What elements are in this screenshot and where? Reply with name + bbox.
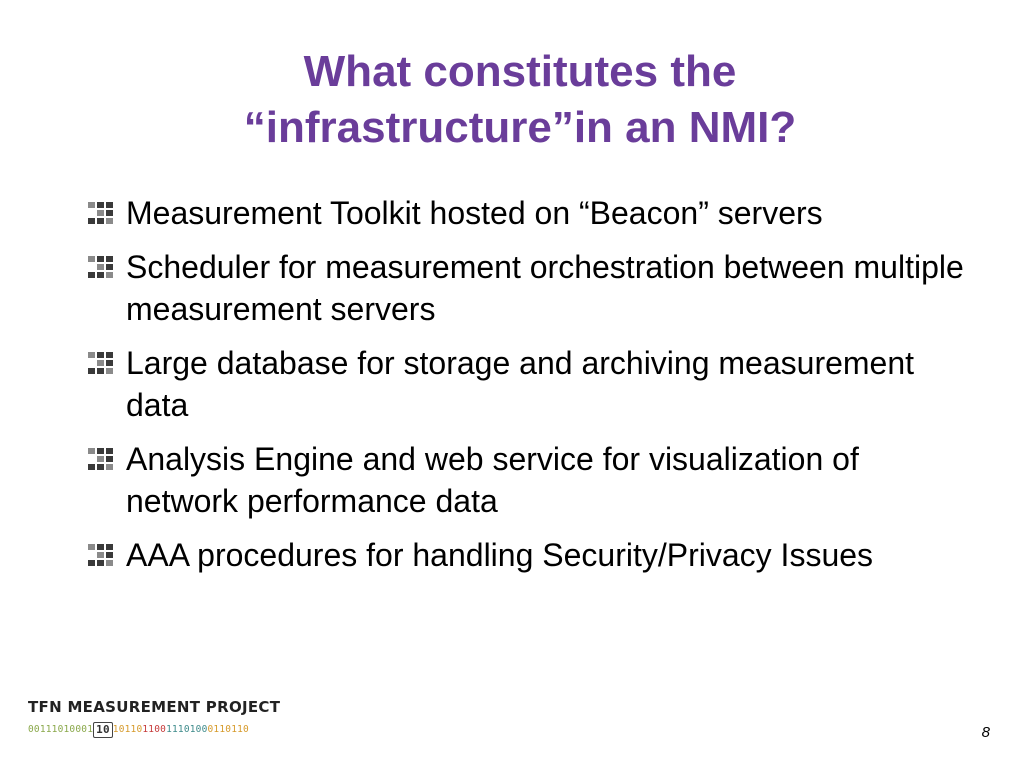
logo-binary-strip xyxy=(28,720,298,740)
grid-square-bullet-icon xyxy=(88,256,113,278)
title-line-1: What constitutes the xyxy=(303,47,737,96)
bullet-text: Scheduler for measurement orchestration between multiple measurement servers xyxy=(126,249,964,327)
logo-title: TFN MEASUREMENT PROJECT xyxy=(28,698,281,716)
logo-box: 10 xyxy=(93,722,113,738)
list-item xyxy=(88,534,968,576)
grid-square-bullet-icon xyxy=(88,448,113,470)
list-item xyxy=(88,342,968,426)
bullet-text: Measurement Toolkit hosted on “Beacon” servers xyxy=(126,195,823,231)
bullet-text: Analysis Engine and web service for visualization of network performance data xyxy=(126,441,859,519)
slide-title xyxy=(120,44,920,156)
logo-bits-5: 0110110 xyxy=(207,724,249,735)
logo-bits-2: 10110 xyxy=(112,724,143,735)
bullet-text: Large database for storage and archiving measurement data xyxy=(126,345,915,423)
tfn-measurement-project-logo xyxy=(28,698,298,748)
bullet-list xyxy=(88,192,968,588)
grid-square-bullet-icon xyxy=(88,544,113,566)
logo-bits-4: 1110100 xyxy=(166,724,208,735)
list-item xyxy=(88,192,968,234)
grid-square-bullet-icon xyxy=(88,352,113,374)
page-number: 8 xyxy=(981,724,990,741)
list-item xyxy=(88,246,968,330)
list-item xyxy=(88,438,968,522)
title-line-2: “infrastructure”in an NMI? xyxy=(243,103,797,152)
logo-bits-1: 00111010001 xyxy=(28,724,94,735)
bullet-text: AAA procedures for handling Security/Privacy Issues xyxy=(126,537,874,573)
grid-square-bullet-icon xyxy=(88,202,113,224)
logo-bits-3: 1100 xyxy=(142,724,167,735)
